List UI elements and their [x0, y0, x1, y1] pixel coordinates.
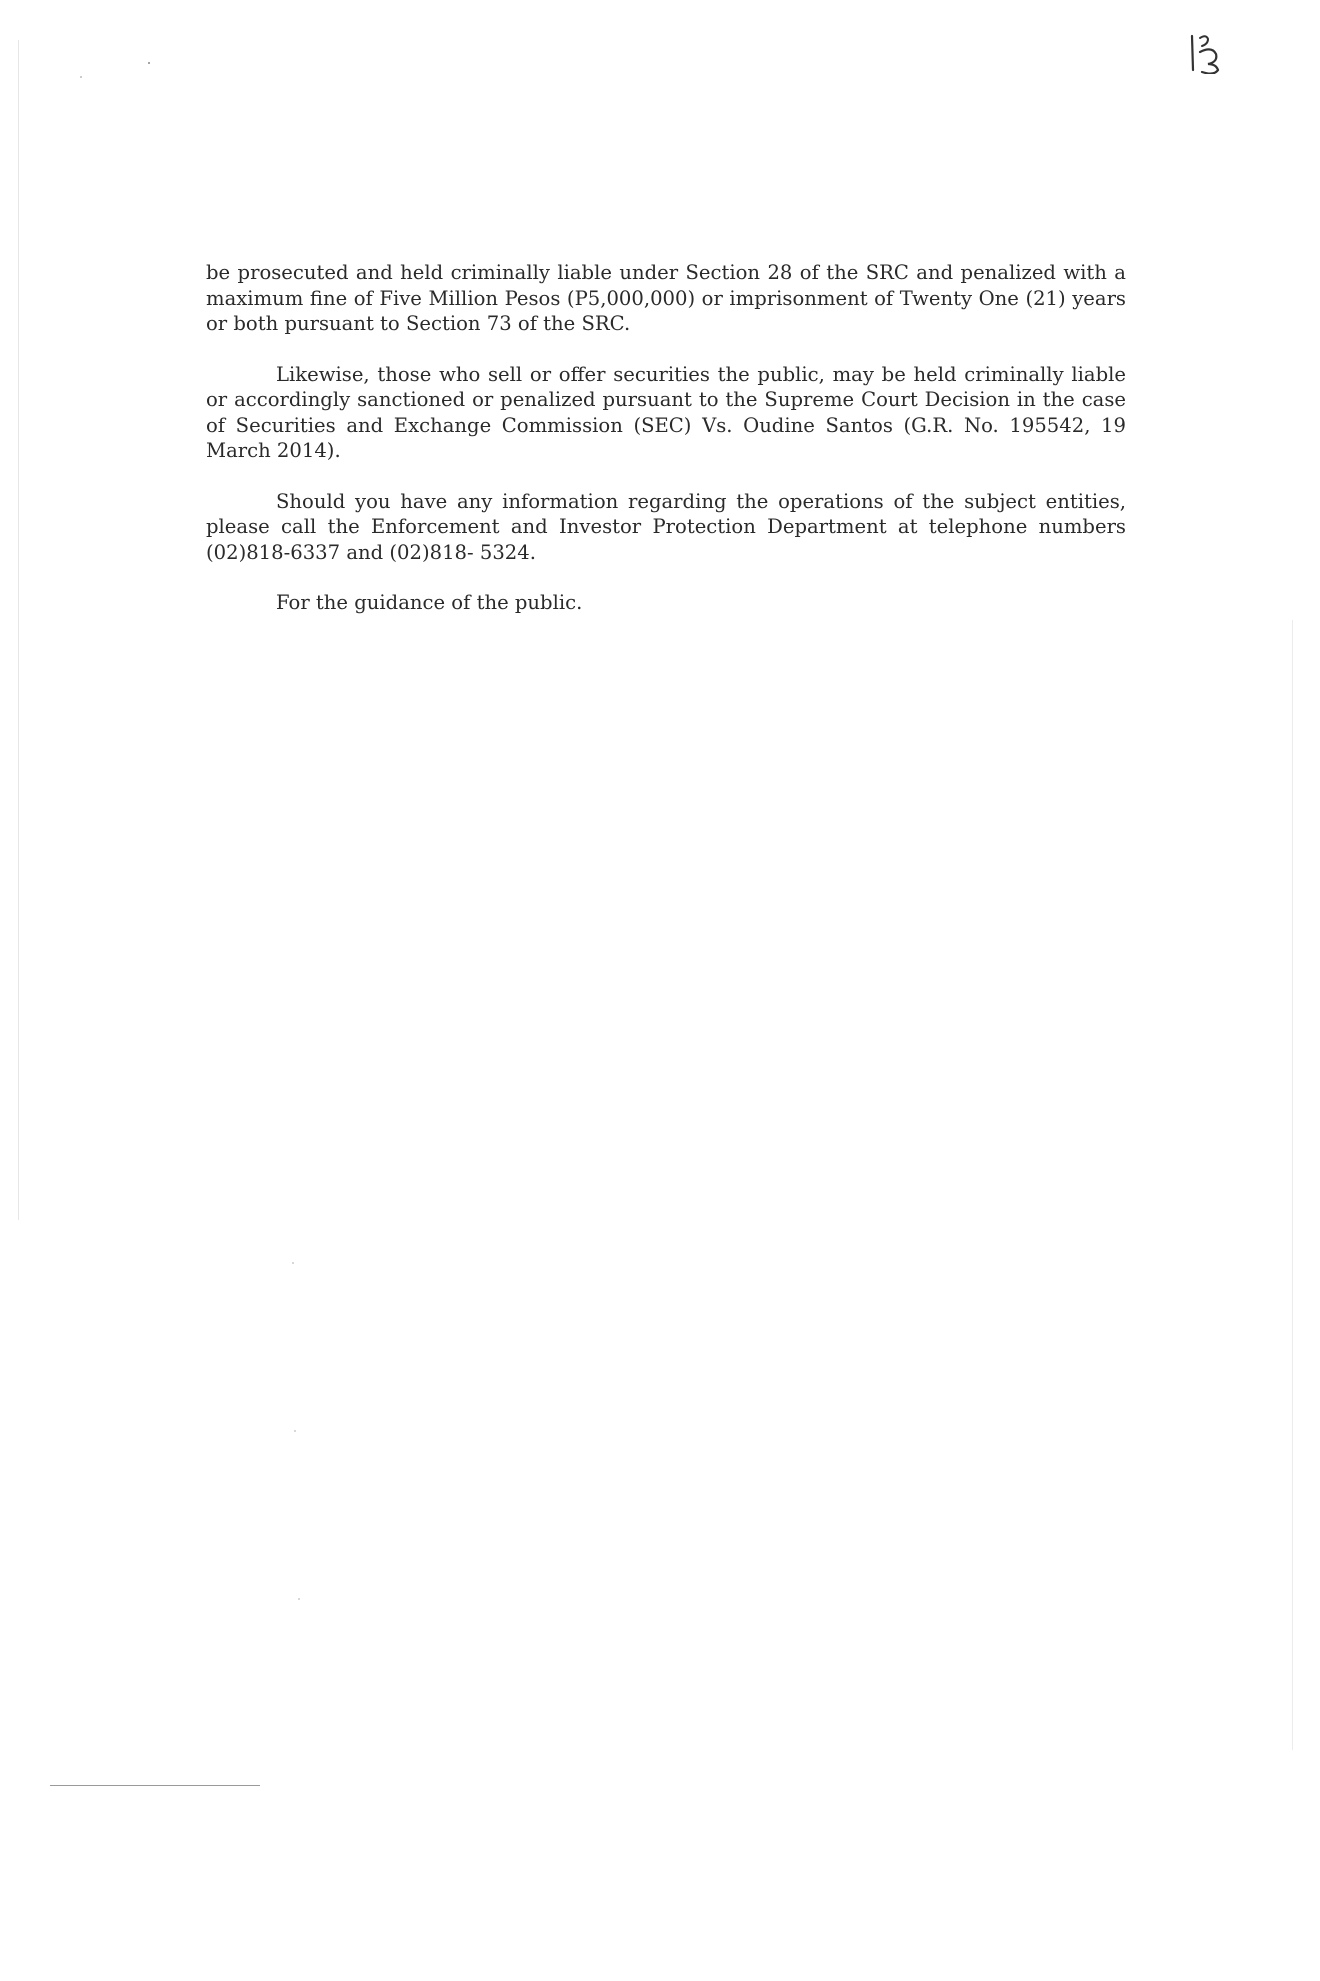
scan-speck — [148, 62, 150, 64]
scan-speck — [292, 1262, 294, 1264]
handwritten-page-number — [1186, 30, 1230, 74]
scan-speck — [294, 1430, 296, 1432]
paragraph-contact: Should you have any information regarding the operations of the subject entities, please call the Enforcement and Investor Protection Department at telephone numbers (02)818-6337 and (02)818- 5324. — [206, 489, 1126, 564]
scan-line-bottom — [50, 1785, 260, 1786]
document-body — [206, 260, 1126, 641]
paragraph-closing: For the guidance of the public. — [276, 591, 583, 614]
paragraph-liability: Likewise, those who sell or offer securities the public, may be held criminally liable or accordingly sanctioned or penalized pursuant to the Supreme Court Decision in the case of Securities and Exchange Commission (SEC) Vs. Oudine Santos (G.R. No. 195542, 19 March 2014). — [206, 362, 1126, 462]
scan-edge-right — [1292, 620, 1293, 1750]
scan-edge-left — [18, 40, 19, 1220]
scan-speck — [80, 76, 82, 78]
paragraph-penalty: be prosecuted and held criminally liable under Section 28 of the SRC and penalized with a maximum fine of Five Million Pesos (P5,000,000) or imprisonment of Twenty One (21) years or both pursuant to Section 73 of the SRC. — [206, 261, 1126, 335]
scan-speck — [298, 1598, 300, 1600]
